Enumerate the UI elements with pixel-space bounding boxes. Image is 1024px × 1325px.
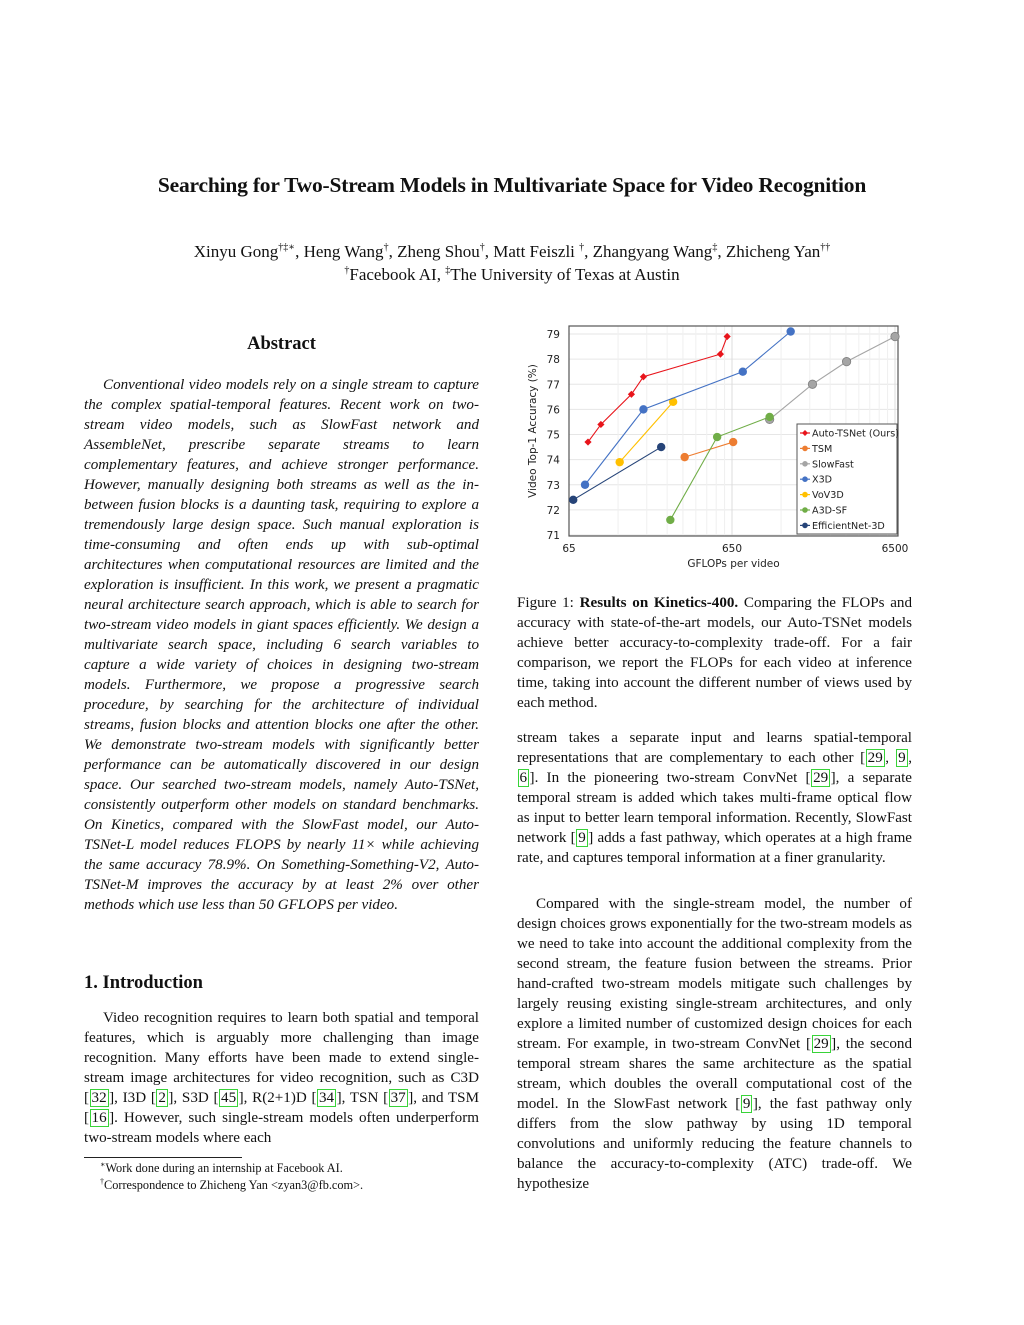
intro-paragraph-2: stream takes a separate input and learns spatial-temporal representations that are complementary to each other [ 29 , 9 , 6 ]. In the pioneering two-stream ConvNet [ 29 ], a separate temporal stream is added which takes multi-frame optical flow as input to better learn temporal information. Recently, SlowFast network [ 9 ] adds a fast pathway, which operates at a high frame rate, and captures temporal information at a finer granularity.	[517, 730, 913, 866]
figure-caption-text: Comparing the FLOPs and accuracy with state-of-the-art models, our Auto-TSNet models achieve better accuracy-to-complexity trade-off. For a fair comparison, we report the FLOPs for each video at inference time, taking into account the different number of views used by each method.	[517, 595, 913, 711]
data-point	[808, 380, 816, 388]
y-tick-label: 71	[546, 530, 560, 542]
series-line	[685, 442, 734, 457]
citation-link[interactable]: 9	[578, 830, 586, 846]
abstract-body	[84, 375, 479, 915]
legend-marker	[802, 446, 808, 452]
legend-label: VoV3D	[812, 490, 844, 502]
author: Zhangyang Wang‡	[592, 242, 718, 261]
kinetics-accuracy-vs-gflops-plot	[520, 322, 920, 578]
paper-title: Searching for Two-Stream Models in Multivariate Space for Video Recognition	[157, 173, 867, 197]
footnote: ∗Work done during an internship at Facebook AI.	[100, 1160, 343, 1175]
data-point	[842, 357, 850, 365]
citation-link[interactable]: 29	[813, 770, 829, 786]
y-tick-label: 79	[546, 329, 560, 341]
data-point	[713, 433, 721, 441]
data-point	[581, 481, 589, 489]
citation-link[interactable]: 6	[519, 770, 528, 786]
y-tick-label: 73	[546, 479, 560, 492]
legend-label: TSM	[812, 443, 833, 455]
affiliation: †Facebook AI	[344, 265, 437, 284]
figure-caption	[517, 593, 912, 713]
citation-link[interactable]: 16	[91, 1110, 107, 1126]
figure-caption-bold: Results on Kinetics-400.	[579, 595, 739, 611]
citation-link[interactable]: 29	[813, 1036, 829, 1052]
y-tick-label: 76	[546, 404, 560, 417]
legend-marker	[802, 507, 808, 513]
intro-continuation	[517, 728, 912, 868]
legend-marker	[802, 476, 808, 482]
legend-label: A3D-SF	[812, 505, 848, 517]
data-point	[615, 458, 623, 466]
figure-1-chart	[520, 322, 920, 578]
legend-label: EfficientNet-3D	[812, 520, 885, 532]
citation-link[interactable]: 37	[390, 1090, 406, 1106]
citation-link[interactable]: 9	[742, 1096, 751, 1112]
data-point	[680, 453, 688, 461]
x-tick-label: 650	[721, 543, 743, 555]
citation-link[interactable]: 9	[898, 750, 906, 766]
series-line	[670, 417, 769, 520]
data-point	[666, 516, 674, 524]
intro-paragraph-3-block	[517, 894, 912, 1194]
footnote-divider	[84, 1157, 242, 1158]
data-point	[657, 443, 665, 451]
citation-link[interactable]: 2	[158, 1090, 166, 1106]
legend-marker	[802, 461, 808, 467]
introduction-body	[84, 1008, 479, 1148]
y-tick-label: 72	[546, 504, 560, 517]
legend-label: Auto-TSNet (Ours)	[812, 428, 899, 440]
intro-paragraph-3: Compared with the single-stream model, the number of design choices grows exponentially for the two-stream models as we need to take into account the additional complexity from the second stream, the feature fusion between the streams. Prior hand-crafted two-stream models mitigate such challenges by largely reusing existing single-stream architectures, and only explore a limited number of customized design choices for each stream. For example, in two-stream ConvNet [ 29 ], the second temporal stream shares the same architecture as the spatial stream, which doubles the overall computational cost of the model. In the SlowFast network [ 9 ], the fast pathway only differs from the slow pathway by using 1D temporal convolutions and uniformly reducing the feature channels to balance the accuracy-to-complexity (ATC) trade-off. We hypothesize	[517, 896, 913, 1192]
author: Zheng Shou†	[397, 242, 485, 261]
y-tick-label: 75	[546, 429, 560, 442]
author: Matt Feiszli †	[493, 242, 585, 261]
citation-link[interactable]: 34	[319, 1090, 335, 1106]
intro-paragraph-1: Video recognition requires to learn both spatial and temporal features, which is arguably more challenging than image recognition. Many efforts have been made to extend single-stream image architectures for video recognition, such as C3D [ 32 ], I3D [ 2 ], S3D [ 45 ], R(2+1)D [ 34 ], TSN [ 37 ], and TSM [ 16 ]. However, such single-stream models often underperform two-stream models where each	[84, 1010, 479, 1146]
affiliations: †Facebook AI, ‡The University of Texas at Austin	[344, 265, 680, 284]
x-axis-label: GFLOPs per video	[687, 558, 780, 570]
x-tick-label: 6500	[881, 543, 909, 555]
legend-marker	[802, 523, 808, 529]
legend-marker	[802, 492, 808, 498]
data-point	[639, 405, 647, 413]
citation-link[interactable]: 29	[867, 750, 883, 766]
data-point	[891, 332, 899, 340]
footnote: †Correspondence to Zhicheng Yan <zyan3@fb.com>.	[100, 1177, 364, 1192]
abstract-text: Conventional video models rely on a single stream to capture the complex spatial-temporal features. Recent work on two-stream video models, such as SlowFast network and AssembleNet, prescribe separate streams to learn complementary features, and achieve stronger performance. However, manually designing both streams as well as the in-between fusion blocks is a daunting task, requiring to explore a tremendously large design space. Such manual exploration is time-consuming and often ends up with sub-optimal architectures when computational resources are limited and the exploration is insufficient. In this work, we present a pragmatic neural architecture search approach, which is able to search for two-stream video models in giant spaces efficiently. We design a multivariate search space, including 6 search variables to capture a wide variety of choices in designing two-stream models. Furthermore, we propose a progressive search procedure, by searching for the architecture of individual streams, fusion blocks and attention blocks one after the other. We demonstrate two-stream models with significantly better performance can be automatically discovered in our design space. Our searched two-stream models, namely Auto-TSNet, consistently outperform other models on standard benchmarks. On Kinetics, compared with the SlowFast model, our Auto-TSNet-L model reduces FLOPS by nearly 11× while achieving the same accuracy 78.9%. On Something-Something-V2, Auto-TSNet-M improves the accuracy by at least 2% over other methods which use less than 50 GFLOPS per video.	[84, 377, 479, 913]
data-point	[765, 413, 773, 421]
author: Xinyu Gong†‡∗	[193, 242, 296, 261]
y-tick-label: 78	[546, 354, 560, 367]
y-tick-label: 77	[546, 379, 560, 392]
data-point	[786, 327, 794, 335]
author: Zhicheng Yan††	[725, 242, 831, 261]
data-point-diamond	[640, 373, 647, 380]
x-tick-label: 65	[562, 543, 576, 555]
author-list: Xinyu Gong†‡∗, Heng Wang†, Zheng Shou†, Matt Feiszli †, Zhangyang Wang‡, Zhicheng Yan††	[193, 242, 831, 261]
y-tick-label: 74	[546, 454, 560, 467]
legend-label: SlowFast	[812, 459, 854, 471]
author: Heng Wang†	[303, 242, 389, 261]
affiliation: ‡The University of Texas at Austin	[445, 265, 680, 284]
figure-label: Figure 1:	[517, 595, 580, 611]
data-point	[569, 496, 577, 504]
data-point	[739, 367, 747, 375]
data-point	[729, 438, 737, 446]
section-heading-introduction: 1. Introduction	[84, 973, 203, 993]
legend-label: X3D	[812, 474, 833, 486]
citation-link[interactable]: 32	[91, 1090, 107, 1106]
data-point-diamond	[717, 351, 724, 358]
series-line	[770, 337, 895, 420]
citation-link[interactable]: 45	[221, 1090, 237, 1106]
y-axis-label: Video Top-1 Accuracy (%)	[527, 364, 539, 498]
series-line	[573, 447, 661, 500]
author-block	[0, 240, 1024, 286]
abstract-heading: Abstract	[247, 334, 316, 354]
